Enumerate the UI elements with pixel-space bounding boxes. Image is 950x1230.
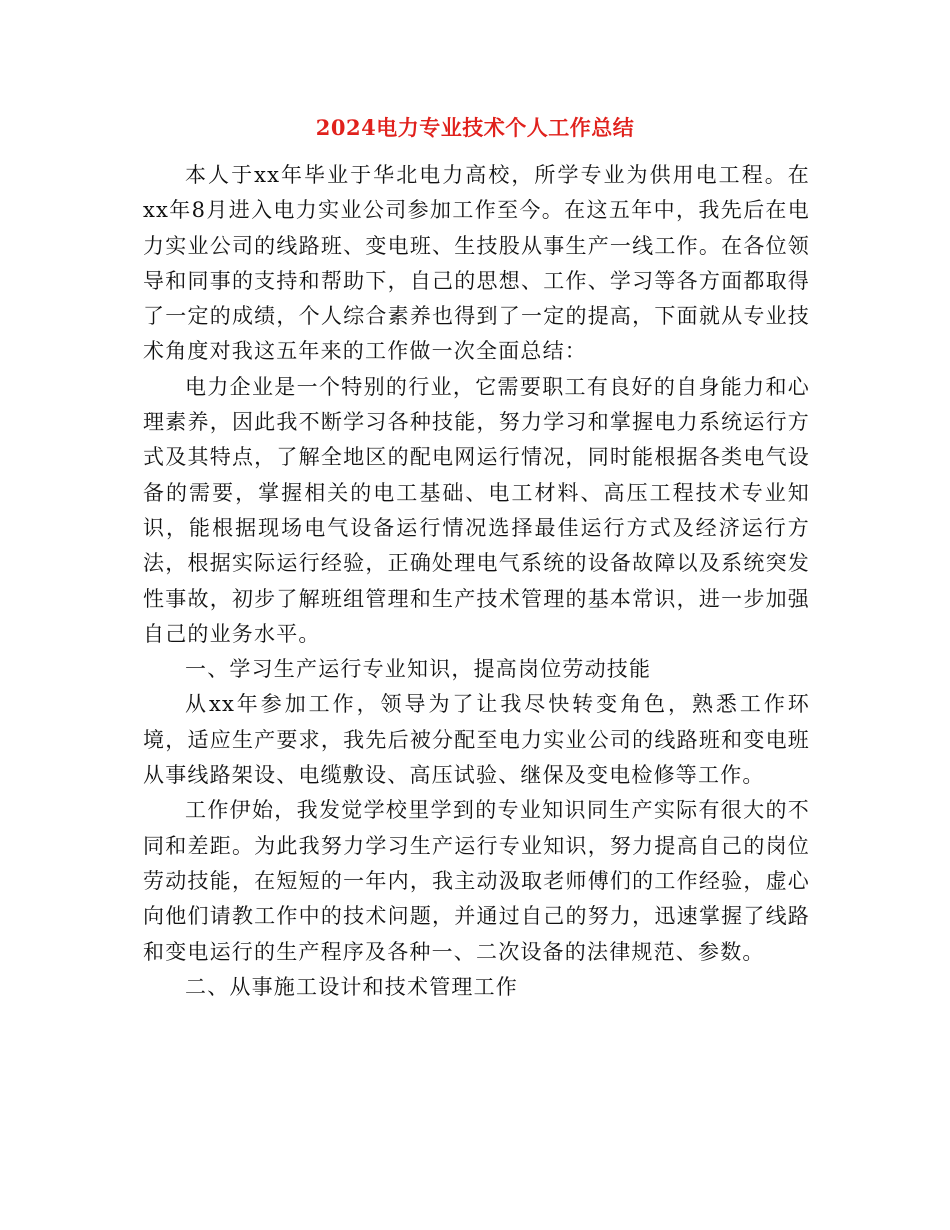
document-title: 2024电力专业技术个人工作总结 [315,115,635,140]
paragraph-intro: 本人于xx年毕业于华北电力高校，所学专业为供用电工程。在xx年8月进入电力实业公司参加工作至今。在这五年中，我先后在电力实业公司的线路班、变电班、生技股从事生产一线工作。在各位领导和同事的支持和帮助下，自己的思想、工作、学习等各方面都取得了一定的成绩，个人综合素养也得到了一定的提高，下面就从专业技术角度对我这五年来的工作做一次全面总结： [143,163,810,364]
document-body [143,158,810,1005]
paragraph-start-work: 从xx年参加工作，领导为了让我尽快转变角色，熟悉工作环境，适应生产要求，我先后被分配至电力实业公司的线路班和变电班从事线路架设、电缆敷设、高压试验、继保及变电检修等工作。 [143,692,810,788]
paragraph-industry: 电力企业是一个特别的行业，它需要职工有良好的自身能力和心理素养，因此我不断学习各种技能，努力学习和掌握电力系统运行方式及其特点，了解全地区的配电网运行情况，同时能根据各类电气设备的需要，掌握相关的电工基础、电工材料、高压工程技术专业知识，能根据现场电气设备运行情况选择最佳运行方式及经济运行方法，根据实际运行经验，正确处理电气系统的设备故障以及系统突发性事故，初步了解班组管理和生产技术管理的基本常识，进一步加强自己的业务水平。 [143,374,810,646]
section-heading-1: 一、学习生产运行专业知识，提高岗位劳动技能 [185,657,652,682]
section-heading-2: 二、从事施工设计和技术管理工作 [185,974,518,999]
paragraph-learning: 工作伊始，我发觉学校里学到的专业知识同生产实际有很大的不同和差距。为此我努力学习生产运行专业知识，努力提高自己的岗位劳动技能，在短短的一年内，我主动汲取老师傅们的工作经验，虚心向他们请教工作中的技术问题，并通过自己的努力，迅速掌握了线路和变电运行的生产程序及各种一、二次设备的法律规范、参数。 [143,798,810,964]
